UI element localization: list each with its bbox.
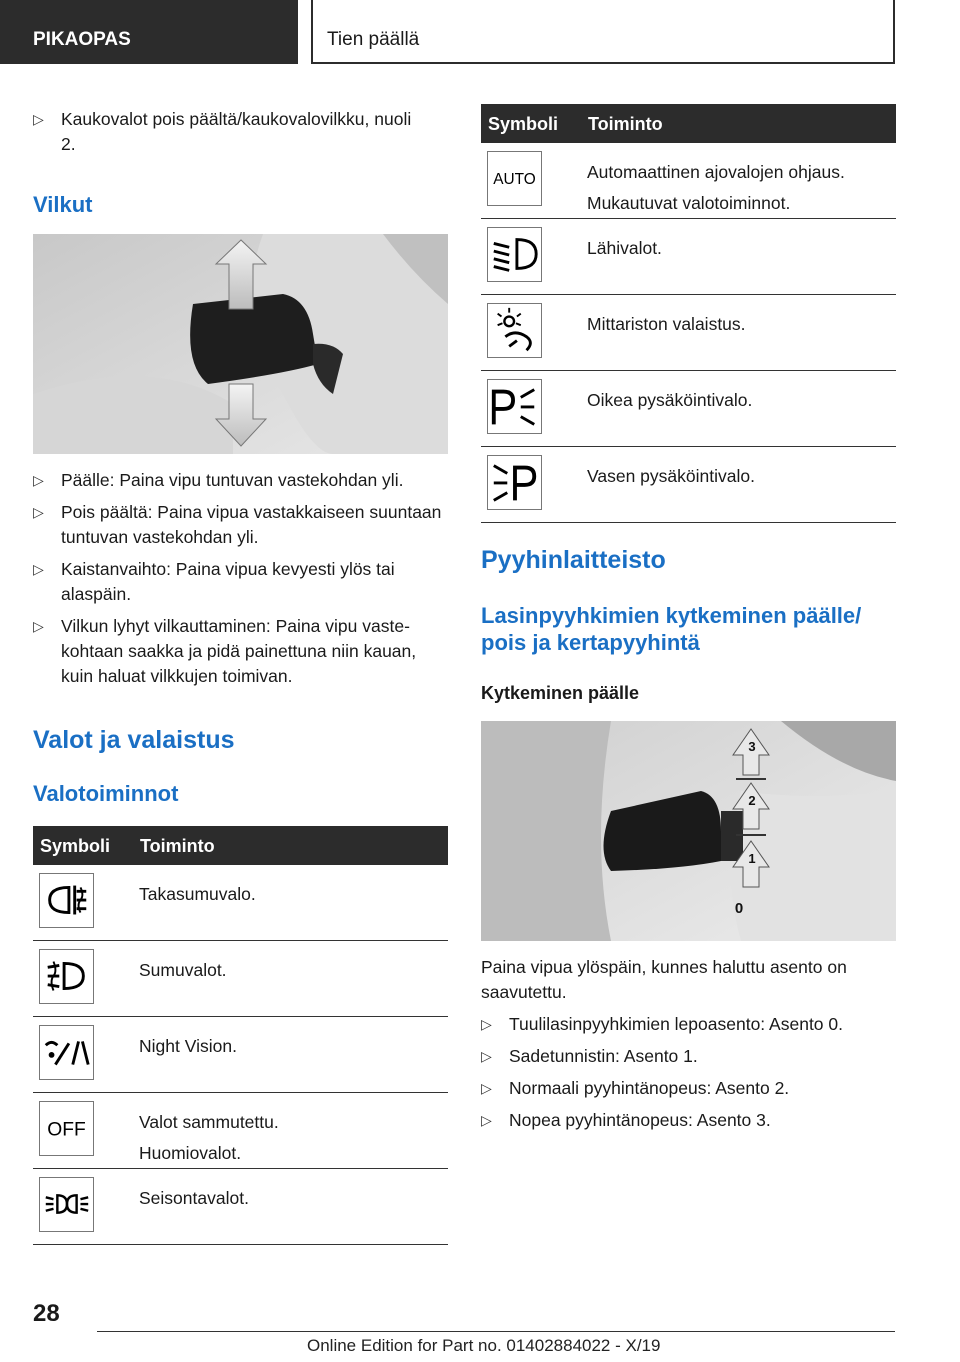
auto-icon-text: AUTO [493,170,536,188]
table-row [33,1169,448,1245]
instruction-text: Paina vipua ylöspäin, kunnes haluttu asento on saavutettu. [481,957,847,1002]
bullet-triangle-icon: ▷ [481,1080,492,1096]
left-parking-light-icon [487,455,542,510]
table-row [481,143,896,219]
row-text: Automaattinen ajovalojen ohjaus. Mukautuvat valotoiminnot. [587,162,845,213]
bullet-triangle-icon: ▷ [33,561,44,577]
list-item: ▷ Sadetunnistin: Asento 1. [481,1044,896,1069]
row-text: Valot sammutettu. Huomiovalot. [139,1112,279,1163]
rear-fog-light-icon [39,873,94,928]
row-text: Takasumuvalo. [139,884,256,904]
table-header: Symboli Toiminto [33,826,448,865]
section-heading-vilkut: Vilkut [33,192,93,217]
instrument-lighting-icon [487,303,542,358]
page-number: 28 [33,1300,60,1327]
off-icon [39,1101,94,1156]
position-label: 3 [748,739,756,754]
subheading-kytkeminen: Kytkeminen päälle [481,683,640,703]
auto-icon [487,151,542,206]
table-header: Symboli Toiminto [481,104,896,143]
bullet-triangle-icon: ▷ [481,1048,492,1064]
footer-divider [97,1331,895,1332]
list-item: ▷ Tuulilasinpyyhkimien lepoasento: Asento 0. [481,1012,896,1037]
bullet-triangle-icon: ▷ [33,504,44,520]
row-text: Oikea pysäköintivalo. [587,390,753,410]
list-item: ▷ Pois päältä: Paina vipua vastakkaiseen suuntaan tuntuvan vastekohdan yli. [33,502,442,547]
fog-lights-icon [39,949,94,1004]
list-item: ▷ Normaali pyyhintänopeus: Asento 2. [481,1076,896,1101]
low-beam-icon [487,227,542,282]
subsection-heading-wipers: Lasinpyyhkimien kytkeminen päälle/ pois ja kertapyyhintä [481,603,862,655]
bullet-triangle-icon: ▷ [481,1016,492,1032]
table-row [481,371,896,447]
table-row [481,219,896,295]
page-header [0,0,960,66]
list-item: ▷ Päälle: Paina vipu tuntuvan vastekohdan yli. [33,468,448,493]
right-parking-light-icon [487,379,542,434]
section-tab: PIKAOPAS [0,0,298,64]
list-item: ▷ Nopea pyyhintänopeus: Asento 3. [481,1108,896,1133]
row-text: Vasen pysäköintivalo. [587,466,755,486]
off-icon-text: OFF [47,1119,86,1141]
list-item: ▷ Kaistanvaihto: Paina vipua kevyesti ylös tai alaspäin. [33,559,395,604]
night-vision-icon [39,1025,94,1080]
table-row [481,447,896,523]
list-item: ▷ Vilkun lyhyt vilkauttaminen: Paina vipu vastekohtaan saakka ja pidä painettuna niin kauan, kuin haluat vilkkujen toimivan. [33,616,417,686]
table-row [33,865,448,941]
table-row [481,295,896,371]
bullet-triangle-icon: ▷ [33,472,44,488]
position-label: 0 [734,900,744,917]
table-row [33,941,448,1017]
row-text: Mittariston valaistus. [587,314,746,334]
edition-text: Online Edition for Part no. 01402884022 - X/19 [307,1336,661,1355]
light-functions-table-continued [481,104,896,523]
position-label: 1 [748,851,756,866]
table-row [33,1017,448,1093]
row-text: Sumuvalot. [139,960,227,980]
parking-lights-icon [39,1177,94,1232]
wiper-lever-photo [481,721,896,941]
bullet-triangle-icon: ▷ [33,618,44,634]
row-text: Night Vision. [139,1036,237,1056]
subsection-heading-valotoiminnot: Valotoiminnot [33,781,179,806]
section-heading-pyyhinlaitteisto: Pyyhinlaitteisto [481,546,666,574]
bullet-triangle-icon: ▷ [481,1112,492,1128]
turn-signal-lever-photo [33,234,448,454]
row-text: Seisontavalot. [139,1188,249,1208]
light-functions-table [33,826,448,1245]
table-row [33,1093,448,1169]
section-heading-valot: Valot ja valaistus [33,726,235,754]
row-text: Lähivalot. [587,238,662,258]
bullet-triangle-icon: ▷ [33,111,44,127]
list-item: ▷ Kaukovalot pois päältä/kaukovalovilkku, nuoli 2. [33,109,412,154]
position-label: 2 [748,793,756,808]
chapter-title: Tien päällä [311,0,895,64]
